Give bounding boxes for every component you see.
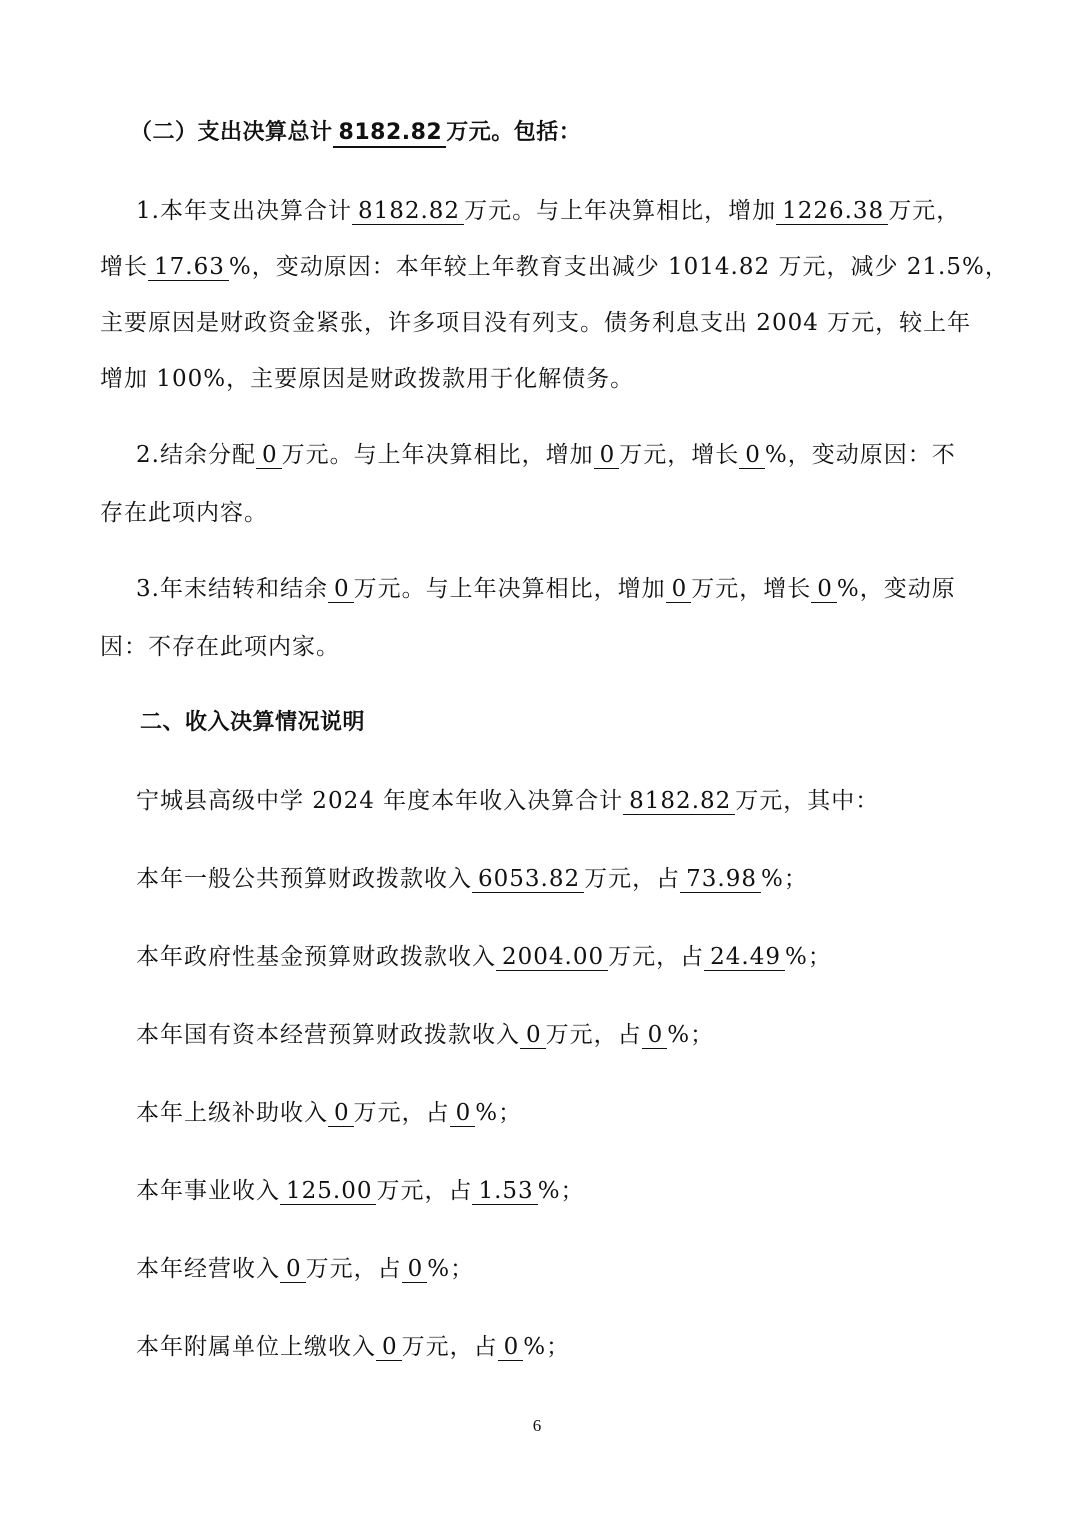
income-item-label: 本年国有资本经营预算财政拨款收入 — [136, 1022, 520, 1048]
income-item-label: 本年上级补助收入 — [136, 1100, 328, 1126]
item2-line1 — [136, 440, 956, 470]
income-item-post: %； — [537, 1178, 585, 1204]
income-item-label: 本年一般公共预算财政拨款收入 — [136, 866, 472, 892]
item1-increase: 1226.38 — [776, 198, 888, 225]
item1-line2 — [100, 252, 1009, 282]
item3-post: %，变动原 — [836, 576, 956, 602]
income-item-pct: 0 — [642, 1022, 668, 1049]
item2-post: %，变动原因：不 — [764, 442, 956, 468]
income-item-mid: 万元，占 — [401, 1334, 498, 1360]
income-item-pct: 0 — [450, 1100, 476, 1127]
income-intro-amount: 8182.82 — [623, 788, 735, 815]
income-item-pct: 1.53 — [472, 1178, 537, 1205]
income-item-mid: 万元，占 — [353, 1100, 450, 1126]
income-item-pct: 0 — [402, 1256, 428, 1283]
income-item-amount: 0 — [376, 1334, 402, 1361]
item3-mid2: 万元，增长 — [691, 576, 812, 602]
income-item-post: %； — [427, 1256, 475, 1282]
item1-amount: 8182.82 — [352, 198, 464, 225]
item3-amount: 0 — [328, 576, 354, 603]
income-item-post: %； — [523, 1334, 571, 1360]
income-item-post: %； — [475, 1100, 523, 1126]
income-item-amount: 2004.00 — [496, 944, 608, 971]
income-item — [136, 1332, 570, 1362]
expenditure-total-post: 万元。包括： — [446, 120, 582, 145]
income-item-pct: 24.49 — [704, 944, 785, 971]
income-item-label: 本年经营收入 — [136, 1256, 280, 1282]
income-item-label: 本年附属单位上缴收入 — [136, 1334, 376, 1360]
income-item-amount: 6053.82 — [472, 866, 584, 893]
income-item-post: %； — [760, 866, 808, 892]
income-item-mid: 万元，占 — [584, 866, 681, 892]
expenditure-total-amount: 8182.82 — [333, 120, 447, 148]
income-intro — [136, 786, 879, 816]
income-item-post: %； — [784, 944, 832, 970]
item3-rate: 0 — [811, 576, 837, 603]
item3-line2: 因：不存在此项内家。 — [100, 634, 340, 660]
income-item-amount: 0 — [328, 1100, 354, 1127]
income-item-pct: 73.98 — [680, 866, 761, 893]
income-item-amount: 125.00 — [280, 1178, 376, 1205]
income-item-post: %； — [667, 1022, 715, 1048]
income-item — [136, 864, 808, 894]
item2-increase: 0 — [594, 442, 620, 469]
item3-line1 — [136, 574, 956, 604]
income-item-mid: 万元，占 — [545, 1022, 642, 1048]
item1-growth-pre: 增长 — [100, 254, 148, 280]
item2-pre: 2.结余分配 — [136, 442, 256, 468]
income-item — [136, 1176, 585, 1206]
item2-line2: 存在此项内容。 — [100, 500, 268, 526]
item2-mid1: 万元。与上年决算相比，增加 — [281, 442, 594, 468]
item1-line4: 增加 100%，主要原因是财政拨款用于化解债务。 — [100, 366, 635, 392]
income-item-mid: 万元，占 — [376, 1178, 473, 1204]
item1-growth-post: %，变动原因：本年较上年教育支出减少 1014.82 万元，减少 21.5%， — [228, 254, 1009, 280]
income-item — [136, 1098, 522, 1128]
income-item-pct: 0 — [498, 1334, 524, 1361]
income-intro-pre: 宁城县高级中学 2024 年度本年收入决算合计 — [136, 788, 624, 814]
item3-mid1: 万元。与上年决算相比，增加 — [353, 576, 666, 602]
expenditure-total-heading — [130, 118, 581, 148]
income-intro-post: 万元，其中： — [735, 788, 880, 814]
income-item-label: 本年政府性基金预算财政拨款收入 — [136, 944, 496, 970]
item1-pre: 1.本年支出决算合计 — [136, 198, 352, 224]
item2-amount: 0 — [256, 442, 282, 469]
income-item-mid: 万元，占 — [608, 944, 705, 970]
income-item-mid: 万元，占 — [305, 1256, 402, 1282]
item3-pre: 3.年末结转和结余 — [136, 576, 328, 602]
income-item-amount: 0 — [520, 1022, 546, 1049]
item1-line1 — [136, 196, 960, 226]
item1-mid: 万元。与上年决算相比，增加 — [464, 198, 777, 224]
income-item — [136, 1254, 474, 1284]
item1-growth-rate: 17.63 — [148, 254, 229, 281]
income-item — [136, 942, 832, 972]
expenditure-total-pre: （二）支出决算总计 — [130, 120, 333, 145]
income-item — [136, 1020, 714, 1050]
income-item-label: 本年事业收入 — [136, 1178, 280, 1204]
income-section-heading: 二、收入决算情况说明 — [140, 710, 366, 735]
page-number: 6 — [532, 1416, 542, 1435]
item2-rate: 0 — [739, 442, 765, 469]
income-item-amount: 0 — [280, 1256, 306, 1283]
item1-post: 万元， — [888, 198, 961, 224]
item2-mid2: 万元，增长 — [619, 442, 740, 468]
item3-increase: 0 — [666, 576, 692, 603]
item1-line3: 主要原因是财政资金紧张，许多项目没有列支。债务利息支出 2004 万元，较上年 — [100, 310, 972, 336]
